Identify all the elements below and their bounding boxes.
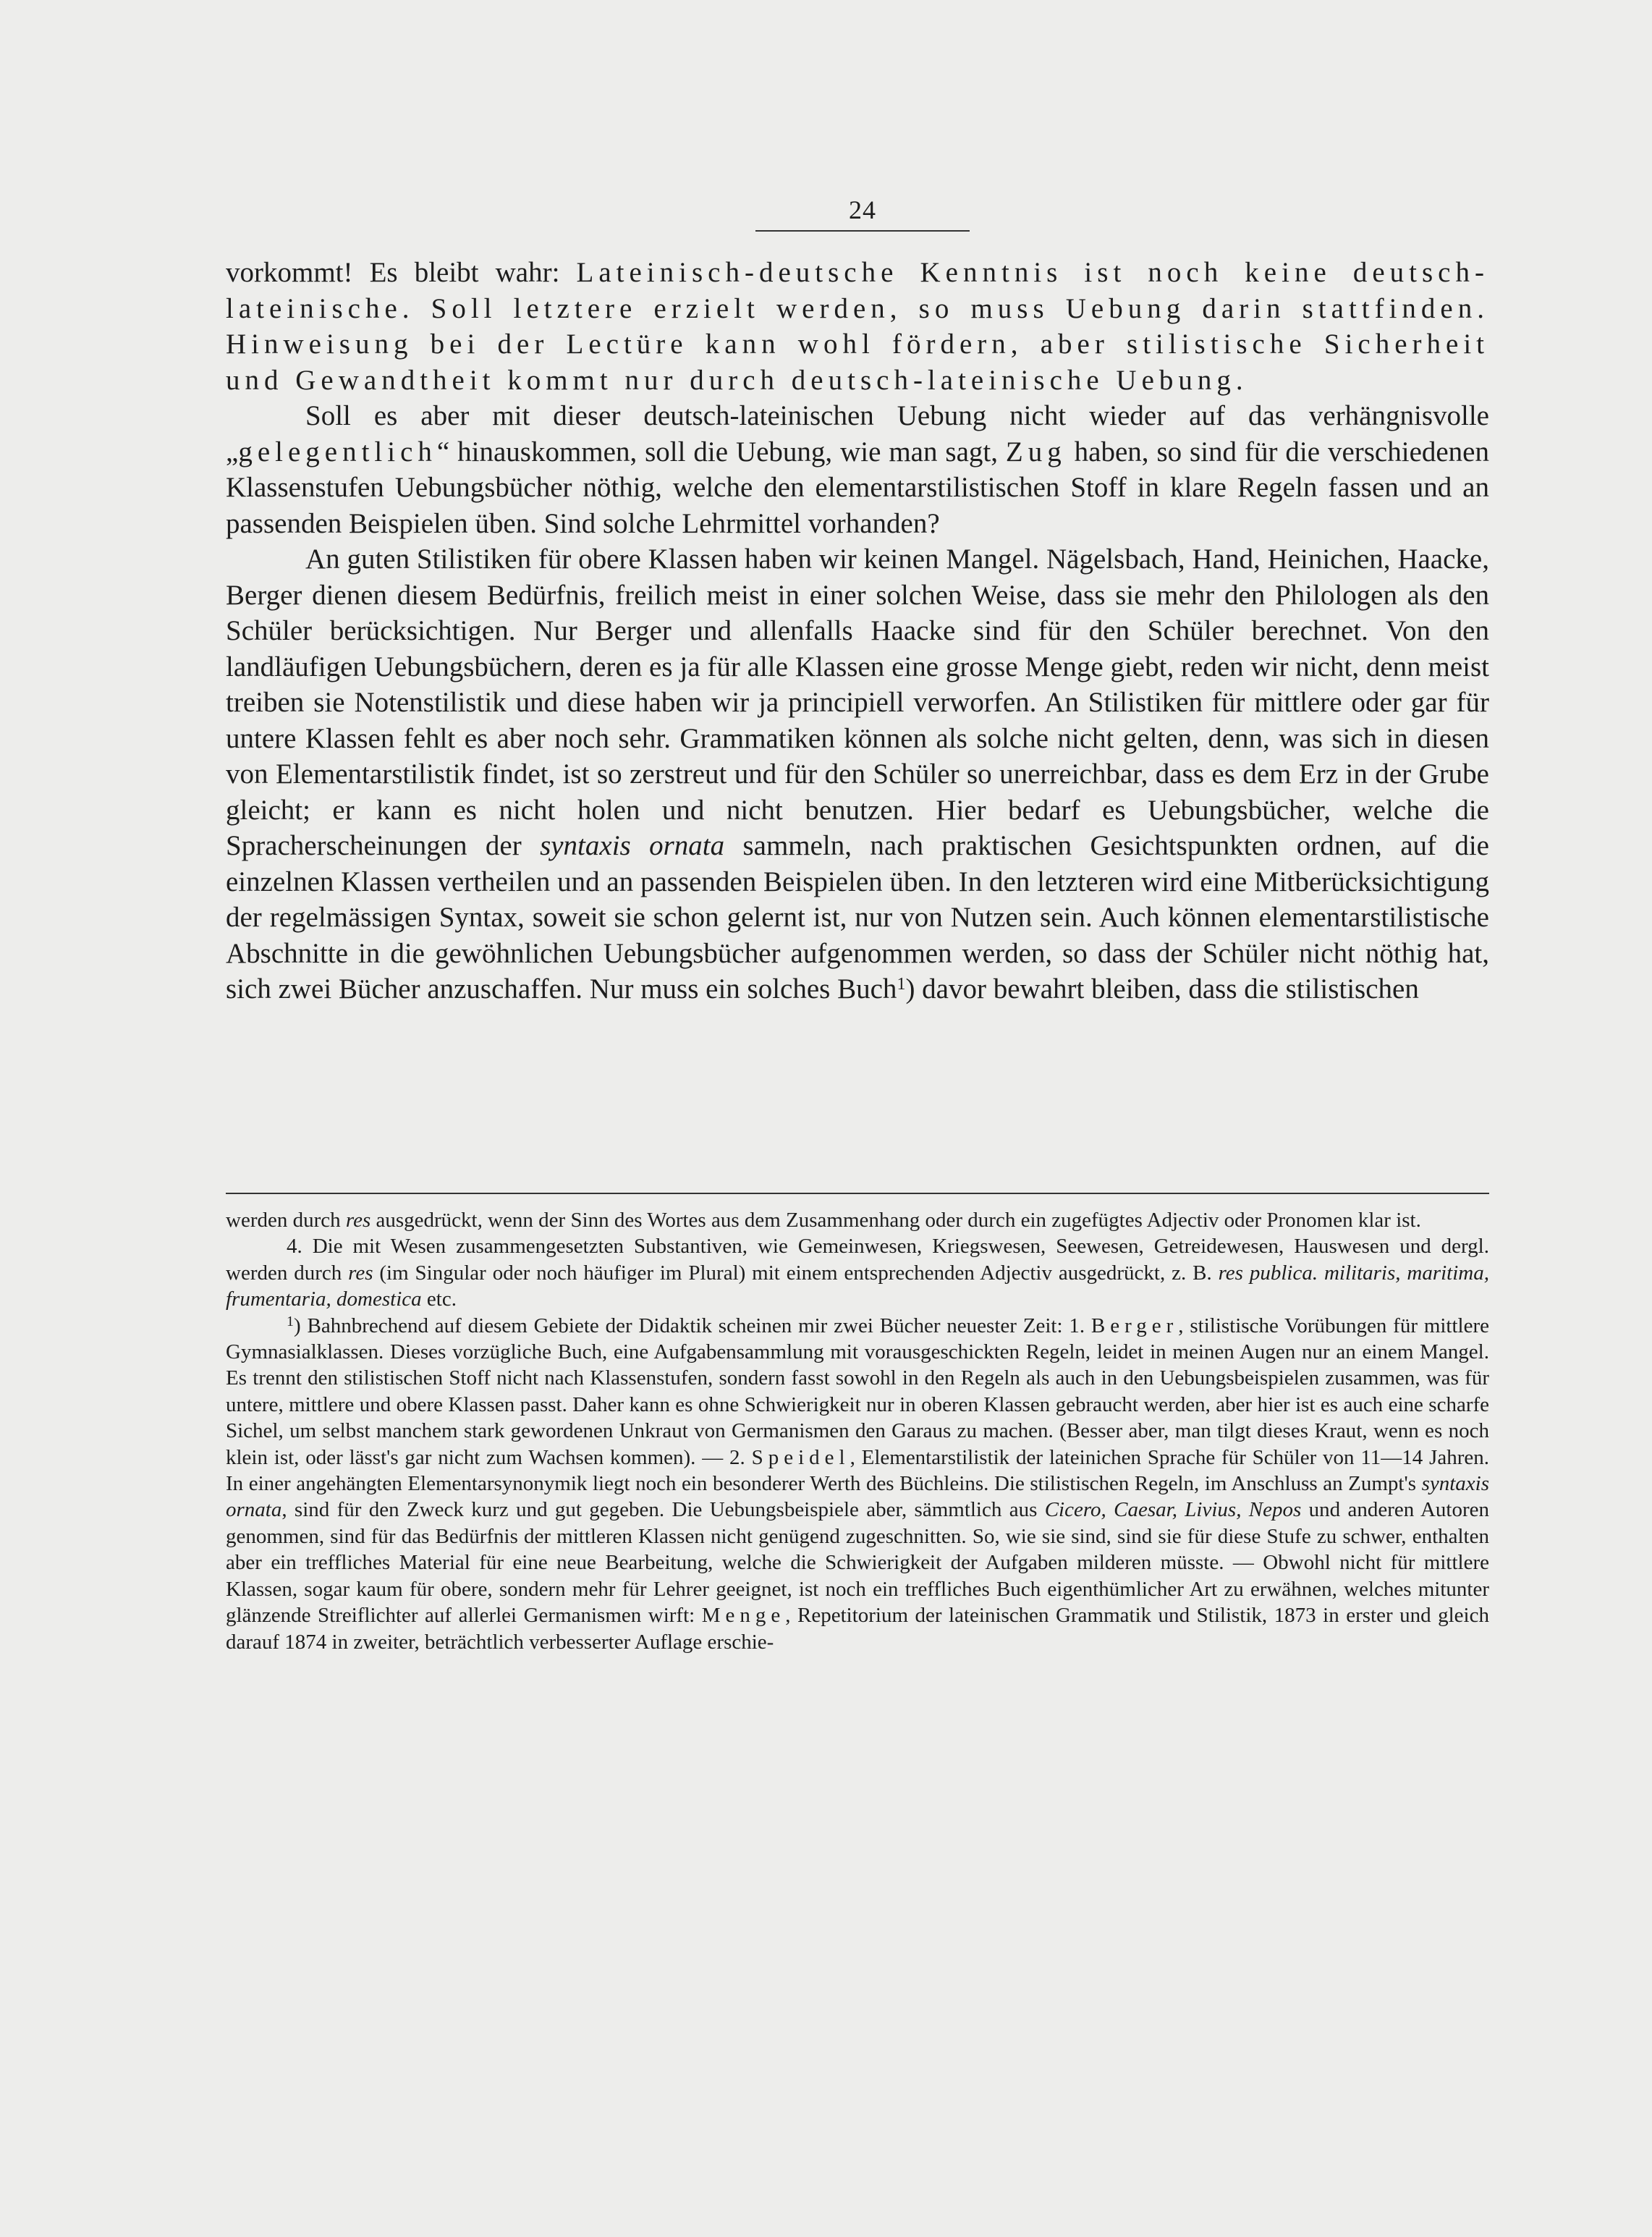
text-run-italic: res publica. militaris, maritima, frumentaria, domestica: [226, 1261, 1489, 1311]
footnote-marker: 1: [287, 1313, 294, 1329]
text-run-italic: res: [348, 1261, 373, 1285]
text-run: und anderen Autoren genommen, sind für das Bedürfnis der mittleren Klassen nicht genügend zugeschnitten. So, wie sie sind, sind sie für diese Stufe zu schwer, enthalten aber ein treffliches Material für eine neue Bearbeitung, welche die Schwierigkeit der Aufgaben milderen müsste. — Obwohl nicht für mittlere Klassen, sogar kaum für obere, sondern mehr für Lehrer geeignet, ist noch ein treffliches Buch eigenthümlicher Art zu erwähnen, welches mitunter glänzende Streiflichter auf allerlei Germanismen wirft:: [226, 1498, 1490, 1628]
header-rule: [755, 230, 970, 232]
text-run: haben, so sind für die verschiedenen Klassenstufen Uebungsbücher nöthig, welche den elementarstilistischen Stoff in klare Regeln fassen und an passenden Beispielen üben. Sind solche Lehrmittel vorhanden?: [226, 436, 1489, 539]
text-run: 4. Die mit Wesen zusammengesetzten Substantiven, wie Gemeinwesen, Kriegswesen, Seewesen, Getreidewesen, Hauswesen und dergl. werden durch: [226, 1235, 1489, 1285]
footnote-marker: 1: [897, 975, 906, 994]
footnote-continuation: [226, 1207, 1489, 1233]
footnote-rule: [226, 1193, 1489, 1194]
footnote-1: [226, 1313, 1489, 1655]
footnotes: [226, 1207, 1489, 1655]
text-run: , sind für den Zweck kurz und gut gegeben. Die Uebungsbeispiele aber, sämmtlich aus: [281, 1498, 1045, 1522]
text-run: werden durch: [226, 1209, 346, 1232]
main-text: [226, 255, 1489, 1007]
text-run: (im Singular oder noch häufiger im Plural) mit einem entsprechenden Adjectiv ausgedrückt, z. B.: [373, 1261, 1219, 1285]
text-run: , Repetitorium der lateinischen Grammatik und Stilistik, 1873 in erster und gleich darauf 1874 in zweiter, beträchtlich verbesserter Auflage erschie-: [226, 1604, 1489, 1654]
text-run-italic: Cicero, Caesar, Livius, Nepos: [1044, 1498, 1302, 1522]
paragraph-1: [226, 255, 1489, 398]
text-run-italic: res: [345, 1209, 371, 1232]
text-run: etc.: [421, 1287, 457, 1311]
text-run-spaced: Zug: [1005, 436, 1067, 468]
text-run: ausgedrückt, wenn der Sinn des Wortes aus dem Zusammenhang oder durch ein zugefügtes Adjectiv oder Pronomen klar ist.: [370, 1209, 1421, 1232]
page-number: 24: [849, 195, 876, 224]
text-run: , stilistische Vorübungen für mittlere Gymnasialklassen. Dieses vorzügliche Buch, eine Aufgabensammlung mit vorausgeschickten Regeln, leidet in meinen Augen nur an einem Mangel. Es trennt den stilistischen Stoff nicht nach Klassenstufen, sondern fasst sowohl in den Regeln als auch in den Uebungsbeispielen zusammen, was für untere, mittlere und obere Klassen passt. Daher kann es ohne Schwierigkeit nur in oberen Klassen gebraucht werden, aber hier ist es auch eine scharfe Sichel, um selbst manchem stark gewordenen Unkraut von Germanismen den Garaus zu machen. (Besser aber, man tilgt dieses Kraut, wenn es noch klein ist, oder lässt's gar nicht zum Wachsen kommen). — 2.: [226, 1314, 1490, 1469]
text-run: An guten Stilistiken für obere Klassen haben wir keinen Mangel. Nägelsbach, Hand, Heinichen, Haacke, Berger dienen diesem Bedürfnis, freilich meist in einer solchen Weise, dass sie mehr den Philologen als den Schüler berücksichtigen. Nur Berger und allenfalls Haacke sind für den Schüler berechnet. Von den landläufigen Uebungsbüchern, deren es ja für alle Klassen eine grosse Menge giebt, reden wir nicht, denn meist treiben sie Notenstilistik und diese haben wir ja principiell verworfen. An Stilistiken für mittlere oder gar für untere Klassen fehlt es aber noch sehr. Grammatiken können als solche nicht gelten, denn, was sich in diesen von Elementarstilistik findet, ist so zerstreut und für den Schüler so unerreichbar, dass es dem Erz in der Grube gleicht; er kann es nicht holen und nicht benutzen. Hier bedarf es Uebungsbücher, welche die Spracherscheinungen der: [226, 544, 1489, 861]
text-run: Soll es aber mit dieser deutsch-lateinischen Uebung nicht wieder auf das verhängnisvolle „: [226, 400, 1489, 468]
text-run-spaced: gelegentlich: [238, 436, 437, 468]
text-run-spaced: Berger: [1090, 1314, 1179, 1337]
footnote-item-4: [226, 1233, 1489, 1312]
text-run: “ hinauskommen, soll die Uebung, wie man sagt,: [436, 436, 1006, 468]
paragraph-3: [226, 541, 1489, 1007]
paragraph-2: [226, 398, 1489, 541]
text-run: , Elementarstilistik der lateinichen Sprache für Schüler von 11—14 Jahren. In einer angehängten Elementarsynonymik liegt noch ein besonderer Werth des Büchleins. Die stilistischen Regeln, im Anschluss an Zumpt's: [226, 1445, 1489, 1496]
text-run-spaced: Lateinisch-deutsche Kenntnis ist noch keine deutsch-lateinische. Soll letztere erzielt werden, so muss Uebung darin stattfinden. Hinweisung bei der Lectüre kann wohl fördern, aber stilistische Sicherheit und Gewandtheit kommt nur durch deutsch-lateinische Uebung.: [226, 257, 1489, 396]
text-run-spaced: Speidel: [751, 1445, 850, 1469]
text-run: vorkommt! Es bleibt wahr:: [226, 257, 577, 288]
text-run-spaced: Menge: [701, 1604, 786, 1628]
text-run: sammeln, nach praktischen Gesichtspunkten ordnen, auf die einzelnen Klassen vertheilen und an passenden Beispielen üben. In den letzteren wird eine Mitberücksichtigung der regelmässigen Syntax, soweit sie schon gelernt ist, nur von Nutzen sein. Auch können elementarstilistische Abschnitte in die gewöhnlichen Uebungsbücher aufgenommen werden, so dass der Schüler nicht nöthig hat, sich zwei Bücher anzuschaffen. Nur muss ein solches Buch: [226, 830, 1489, 1005]
text-run: ) Bahnbrechend auf diesem Gebiete der Didaktik scheinen mir zwei Bücher neuester Zeit: 1.: [294, 1314, 1091, 1337]
text-run-italic: syntaxis ornata: [226, 1472, 1489, 1522]
text-run: ) davor bewahrt bleiben, dass die stilistischen: [905, 973, 1419, 1005]
text-run-italic: syntaxis ornata: [540, 830, 725, 861]
